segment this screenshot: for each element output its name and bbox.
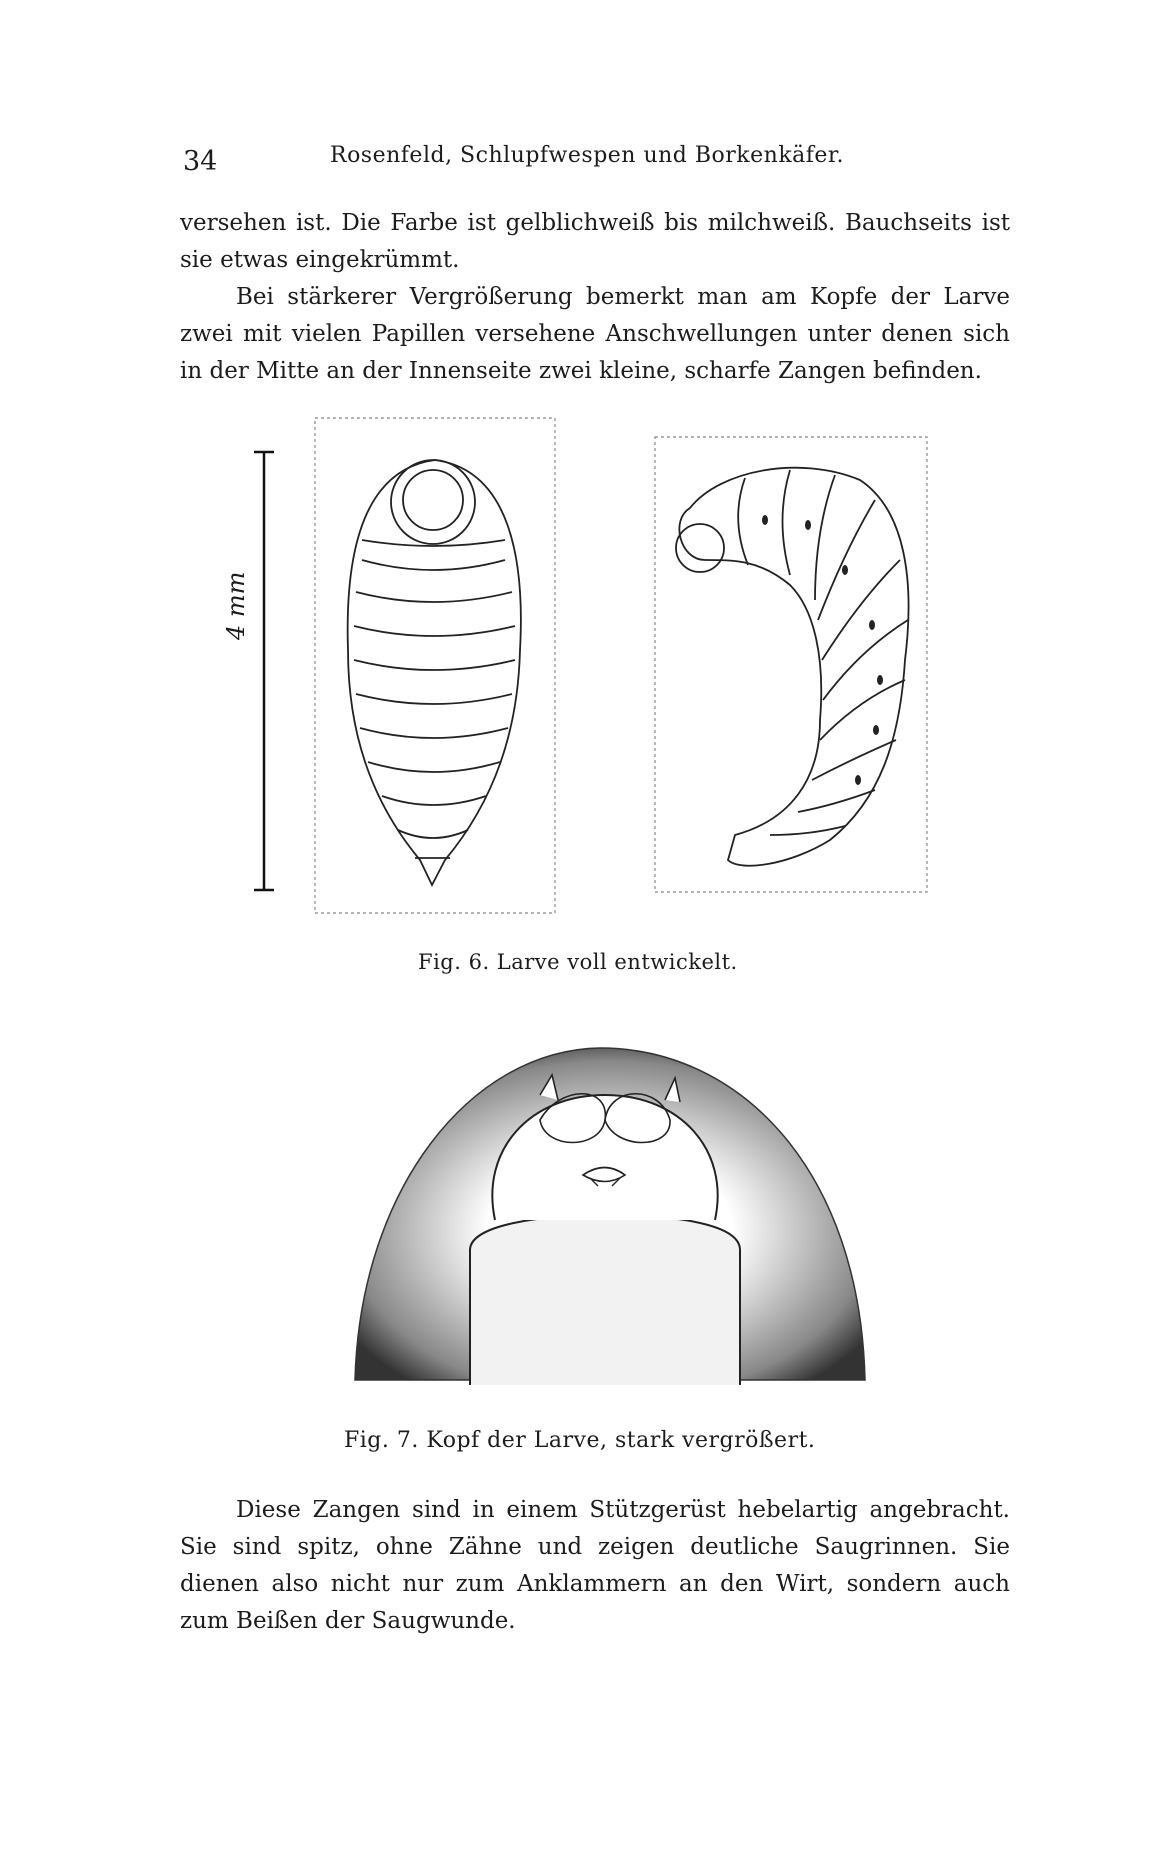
scale-label: 4 mm (222, 571, 250, 640)
figure-7-caption: Fig. 7. Kopf der Larve, stark vergrößert. (344, 1428, 816, 1453)
running-title: Rosenfeld, Schlupfwespen und Borkenkäfer. (330, 143, 845, 168)
figure-6-caption: Fig. 6. Larve voll entwickelt. (418, 950, 738, 974)
larva-dorsal-view (348, 460, 521, 885)
paragraph-1: versehen ist. Die Farbe ist gelblichweiß bis milchweiß. Bauchseits ist sie etwas eingekrümmt. (180, 210, 1010, 273)
text-block-bottom (180, 1492, 1010, 1640)
larva-head-closeup (355, 1048, 865, 1385)
paragraph-2: Bei stärkerer Vergrößerung bemerkt man am Kopfe der Larve zwei mit vielen Papillen versehene Anschwellungen unter denen sich in der Mitte an der Innenseite zwei kleine, scharfe Zangen befinden. (180, 284, 1010, 384)
page-number: 34 (183, 146, 218, 177)
larva-lateral-view (676, 468, 909, 866)
paragraph-3: Diese Zangen sind in einem Stützgerüst hebelartig angebracht. Sie sind spitz, ohne Zähne und zeigen deutliche Saugrinnen. Sie dienen also nicht nur zum Anklammern an den Wirt, sondern auch zum Beißen der Saugwunde. (180, 1497, 1010, 1634)
